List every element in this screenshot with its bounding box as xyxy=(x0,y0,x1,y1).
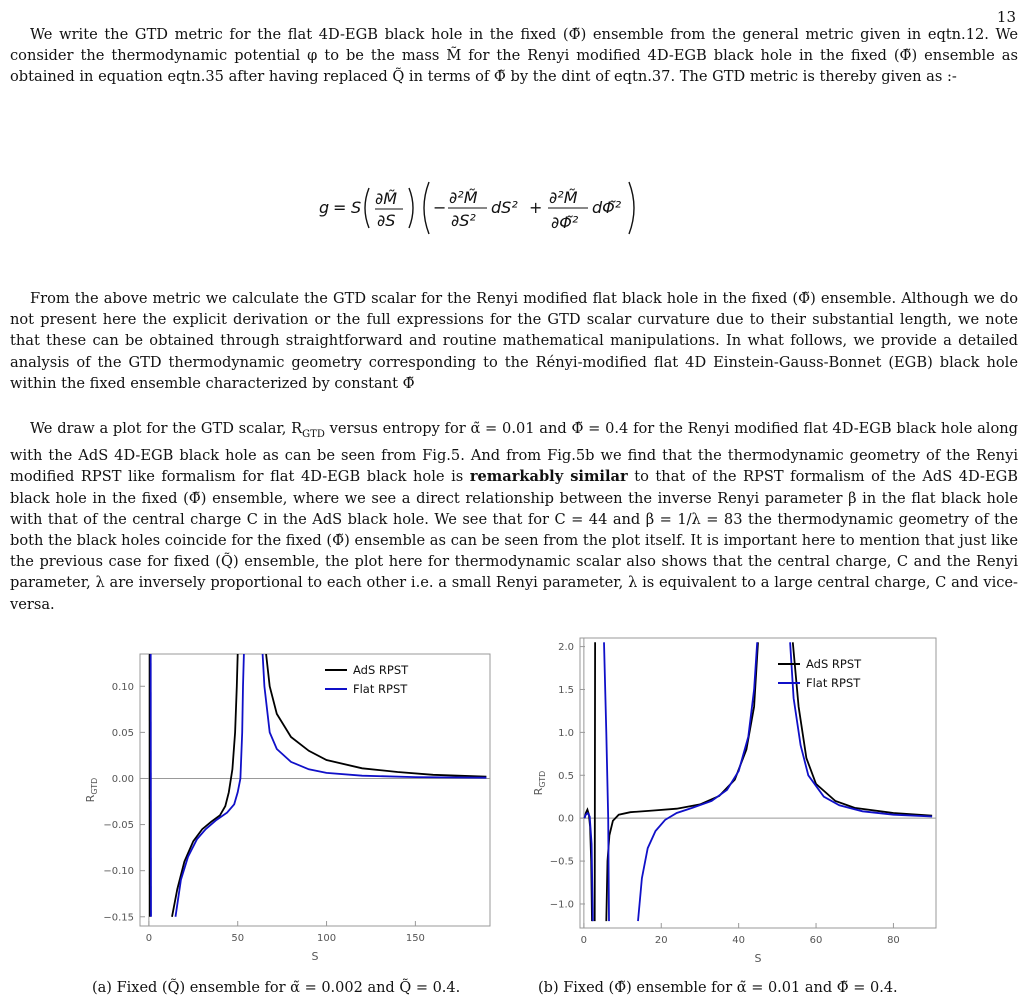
y-tick-label: 1.5 xyxy=(558,684,574,696)
svg-text:−: − xyxy=(433,198,447,217)
paragraph-gtd-metric xyxy=(10,24,1018,88)
svg-text:∂Φ̃²: ∂Φ̃² xyxy=(551,213,579,232)
paragraph-gtd-metric-text: We write the GTD metric for the flat 4D-EGB black hole in the fixed (Φ̃) ensemble from the general metric given in eqtn.12. We consider the thermodynamic potential φ to be the mass M̃ for the Renyi modified 4D-EGB black hole in the fixed (Φ̃) ensemble as obtained in equation eqtn.35 after having replaced Q̃ in terms of Φ̃ by the dint of eqtn.37. The GTD metric is thereby given as :- xyxy=(10,26,1018,86)
caption-b: (b) Fixed (Φ̃) ensemble for α̃ = 0.01 and Φ̃ = 0.4. xyxy=(538,980,898,996)
svg-text:∂S: ∂S xyxy=(377,211,396,230)
y-tick-label: 2.0 xyxy=(558,642,574,654)
series-flat-rpst xyxy=(151,654,487,917)
plot-discussion-sub: GTD xyxy=(302,428,325,440)
paragraph-gtd-scalar xyxy=(10,288,1018,394)
figure-panel-b xyxy=(528,628,948,974)
y-axis-label: $R_{GTD}$ xyxy=(84,777,99,803)
y-tick-label: 0.5 xyxy=(558,770,574,782)
x-tick-label: 50 xyxy=(231,933,245,944)
paragraph-gtd-scalar-text: From the above metric we calculate the GTD scalar for the Renyi modified flat black hole in the fixed (Φ̃) ensemble. Although we do not present here the explicit derivation or the full expressions for the GTD scalar curvature due to their substantial length, we note that these can be obtained through straightforward and routine mathematical manipulations. In what follows, we provide a detailed analysis of the GTD thermodynamic geometry corresponding to the Rényi-modified flat 4D Einstein-Gauss-Bonnet (EGB) black hole within the fixed ensemble characterized by constant Φ̃ xyxy=(10,290,1018,392)
x-tick-label: 60 xyxy=(809,935,823,946)
legend-label: AdS RPST xyxy=(353,663,409,677)
series-line xyxy=(176,654,244,917)
series-flat-rpst xyxy=(584,642,932,921)
chart-fixed-q-ensemble xyxy=(80,644,500,974)
y-tick-label: 0.05 xyxy=(111,727,134,739)
series-ads-rpst xyxy=(150,654,487,917)
chart-fixed-phi-ensemble xyxy=(528,628,948,974)
y-tick-label: −0.15 xyxy=(103,912,134,924)
series-line xyxy=(638,642,757,921)
svg-text:∂S²: ∂S² xyxy=(451,211,476,230)
figure-panel-a xyxy=(80,644,500,974)
plot-discussion-text-b: versus entropy for α̃ = 0.01 and Φ̃ = 0.4 for the Renyi modified flat 4D-EGB black hole along with the AdS 4D-EGB black hole as can be seen from Fig.5. And from Fig.5b we find that the thermodynamic geometry of the Renyi modified RPST like formalism for flat 4D-EGB black hole is xyxy=(10,420,1018,486)
y-tick-label: 0.00 xyxy=(111,773,134,785)
y-tick-label: −0.5 xyxy=(549,856,574,868)
paragraph-plot-discussion xyxy=(10,418,1018,615)
plot-discussion-bold: remarkably similar xyxy=(469,468,628,486)
y-tick-label: −1.0 xyxy=(549,899,574,911)
gtd-metric-equation xyxy=(0,176,1030,244)
page-number: 13 xyxy=(996,8,1016,26)
x-axis-label: S xyxy=(311,950,319,963)
y-tick-label: −0.05 xyxy=(103,820,134,832)
svg-text:=: = xyxy=(333,198,347,217)
svg-text:S: S xyxy=(351,198,362,217)
y-axis-label: $R_{GTD}$ xyxy=(532,770,547,796)
legend-label: Flat RPST xyxy=(806,676,861,690)
y-tick-label: −0.10 xyxy=(103,866,134,878)
svg-text:+: + xyxy=(529,198,543,217)
x-axis-label: S xyxy=(754,952,762,965)
series-ads-rpst xyxy=(585,642,933,921)
y-tick-label: 1.0 xyxy=(558,727,574,739)
y-tick-label: 0.10 xyxy=(111,681,134,693)
plot-frame xyxy=(140,654,490,926)
caption-a: (a) Fixed (Q̃) ensemble for α̃ = 0.002 and Q̃ = 0.4. xyxy=(92,980,461,996)
series-line xyxy=(606,642,758,921)
x-tick-label: 100 xyxy=(317,933,337,944)
x-tick-label: 40 xyxy=(732,935,746,946)
x-tick-label: 150 xyxy=(405,933,425,944)
legend-label: AdS RPST xyxy=(806,657,862,671)
plot-discussion-text-a: We draw a plot for the GTD scalar, R xyxy=(30,420,303,437)
x-tick-label: 0 xyxy=(145,933,153,944)
legend-label: Flat RPST xyxy=(353,682,408,696)
y-tick-label: 0.0 xyxy=(558,813,574,825)
svg-text:∂²M̃: ∂²M̃ xyxy=(449,188,478,207)
x-tick-label: 80 xyxy=(887,935,900,946)
x-tick-label: 0 xyxy=(580,935,588,946)
x-tick-label: 20 xyxy=(654,935,668,946)
svg-text:∂M̃: ∂M̃ xyxy=(375,189,398,208)
equation-graphic xyxy=(315,176,715,240)
plot-discussion-text-c: to that of the RPST formalism of the AdS 4D-EGB black hole in the fixed (Φ̃) ensemble, where we see a direct relationship between the inverse Renyi parameter β in the flat black hole with that of the central charge C in the AdS black hole. We see that for C = 44 and β = 1/λ = 83 the thermodynamic geometry of the both the black holes coincide for the fixed (Φ̃) ensemble as can be seen from the plot itself. It is important here to mention that just like the previous case for fixed (Q̃) ensemble, the plot here for thermodynamic scalar also shows that the central charge, C and the Renyi parameter, λ are inversely proportional to each other i.e. a small Renyi parameter, λ is equivalent to a large central charge, C and vice-versa. xyxy=(10,468,1018,613)
svg-text:g: g xyxy=(319,198,330,217)
plot-frame xyxy=(580,638,936,928)
svg-text:∂²M̃: ∂²M̃ xyxy=(549,188,578,207)
svg-text:dΦ̃²: dΦ̃² xyxy=(592,198,622,217)
svg-text:dS²: dS² xyxy=(491,198,518,217)
